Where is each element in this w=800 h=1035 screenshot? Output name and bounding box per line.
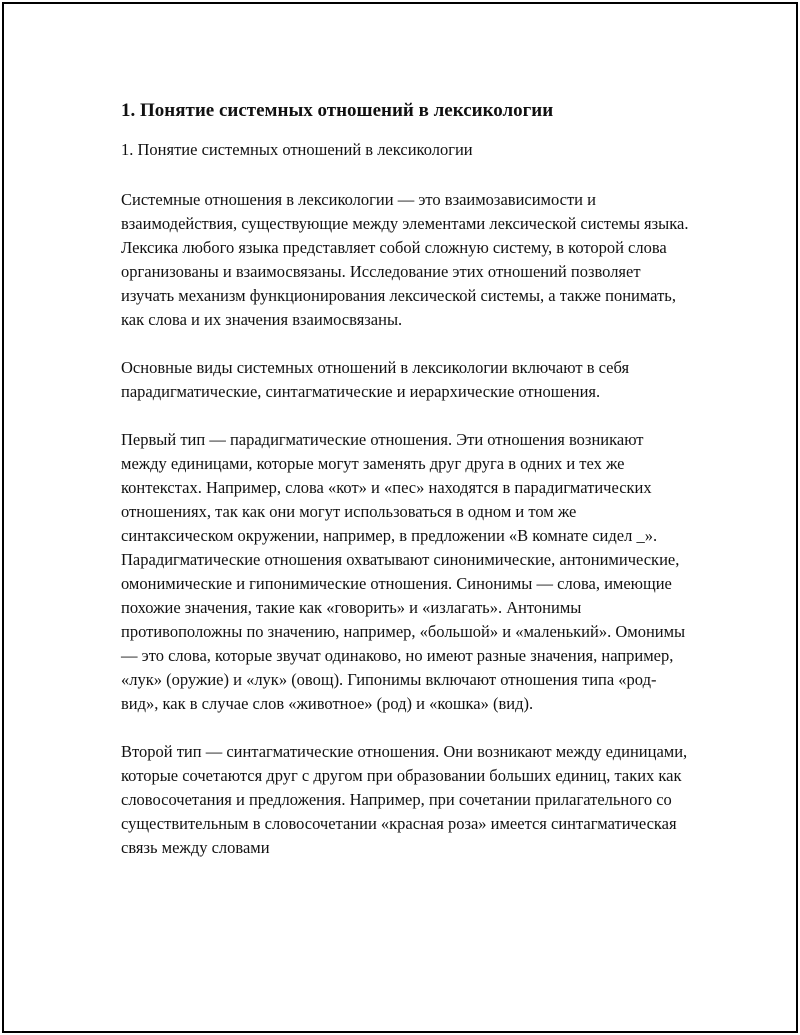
paragraph-paradigmatic: Первый тип — парадигматические отношения. Эти отношения возникают между единицами, которые могут заменять друг друга в одних и тех же контекстах. Например, слова «кот» и «пес» находятся в парадигматических отношениях, так как они могут использоваться в одном и том же синтаксическом окружении, например, в предложении «В комнате сидел _». Парадигматические отношения охватывают синонимические, антонимические, омонимические и гипонимические отношения. Синонимы — слова, имеющие похожие значения, такие как «говорить» и «излагать». Антонимы противоположны по значению, например, «большой» и «маленький». Омонимы — это слова, которые звучат одинаково, но имеют разные значения, например, «лук» (оружие) и «лук» (овощ). Гипонимы включают отношения типа «род-вид», как в случае слов «животное» (род) и «кошка» (вид).: [121, 430, 686, 713]
document-heading: 1. Понятие системных отношений в лексикологии: [121, 100, 554, 121]
document-subheading: 1. Понятие системных отношений в лексикологии: [121, 140, 473, 159]
paragraph-syntagmatic: Второй тип — синтагматические отношения. Они возникают между единицами, которые сочетаются друг с другом при образовании больших единиц, таких как словосочетания и предложения. Например, при сочетании прилагательного со существительным в словосочетании «красная роза» имеется синтагматическая связь между словами: [121, 742, 688, 857]
page-frame: [2, 2, 798, 1033]
paragraph-types: Основные виды системных отношений в лексикологии включают в себя парадигматические, синтагматические и иерархические отношения.: [121, 358, 630, 401]
document-body: [121, 98, 691, 884]
paragraph-intro: Системные отношения в лексикологии — это взаимозависимости и взаимодействия, существующие между элементами лексической системы языка. Лексика любого языка представляет собой сложную систему, в которой слова организованы и взаимосвязаны. Исследование этих отношений позволяет изучать механизм функционирования лексической системы, а также понимать, как слова и их значения взаимосвязаны.: [121, 190, 689, 329]
